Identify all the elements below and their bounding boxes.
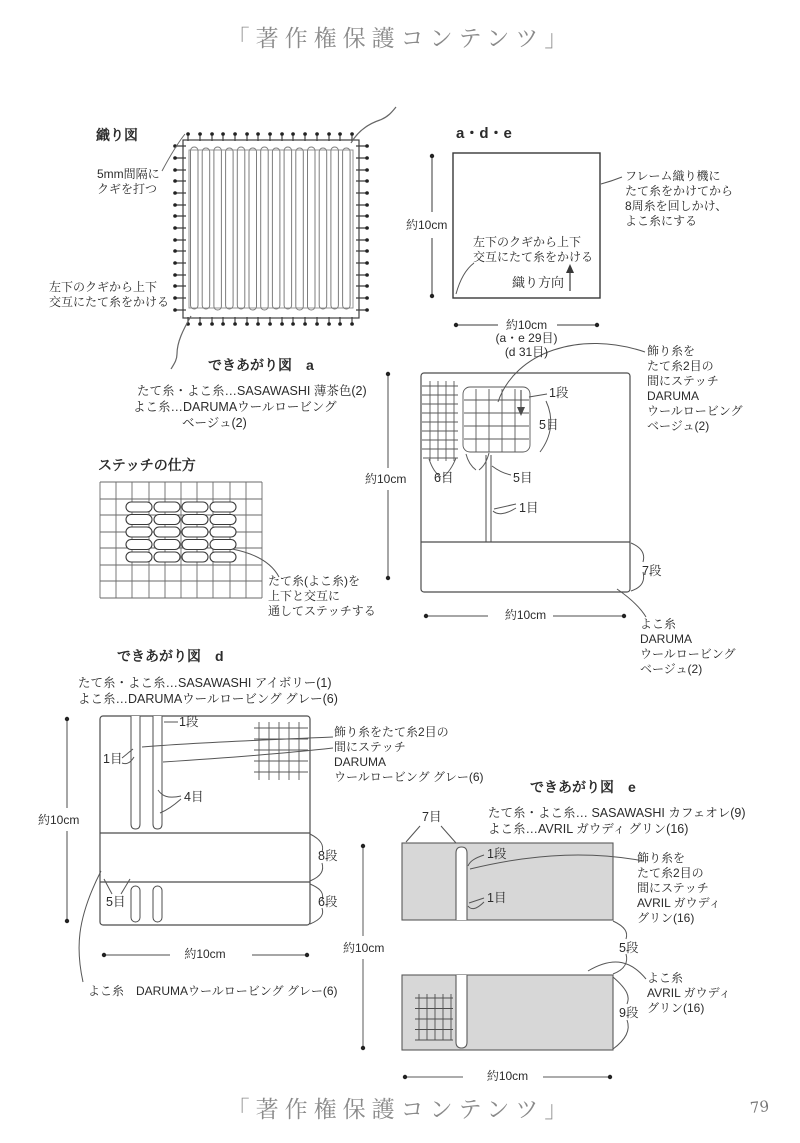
- stitch-note-line2: 上下と交互に: [268, 589, 341, 603]
- fig-e-deco-note: [637, 852, 721, 927]
- nail-note-line1: 5mm間隔に: [97, 167, 160, 181]
- fig-a-weft-line1: よこ糸: [640, 617, 677, 631]
- warp-note: [49, 281, 169, 311]
- fig-e-label-row1: 1段: [487, 847, 507, 861]
- ade-title: a・d・e: [456, 125, 512, 142]
- fig-e-width-label: 約10cm: [486, 1069, 529, 1083]
- fig-e-label-st1: 1目: [487, 891, 507, 905]
- fig-e-diagram: [361, 826, 646, 1079]
- ade-weft-line2: たて糸をかけてから: [625, 184, 734, 198]
- ade-height-label: 約10cm: [406, 218, 448, 232]
- fig-d-label-row8: 8段: [318, 849, 338, 863]
- fig-d-deco-line1: 飾り糸をたて糸2目の: [334, 725, 449, 739]
- fig-e-label-row9: 9段: [619, 1006, 639, 1020]
- warp-note-line1: 左下のクギから上下: [49, 280, 158, 294]
- fig-a-label-row7: 7段: [642, 564, 662, 578]
- stitch-note-line3: 通してステッチする: [268, 604, 376, 618]
- fig-d-weft-note: よこ糸 DARUMAウールロービング グレー(6): [88, 984, 338, 998]
- fig-d-label-row1: 1段: [179, 715, 199, 729]
- fig-a-weft-line2: DARUMA: [640, 632, 693, 646]
- fig-d-label-st1: 1目: [103, 752, 123, 766]
- ade-width-label: 約10cm: [505, 318, 548, 332]
- fig-e-deco-line1: 飾り糸を: [637, 851, 686, 865]
- ade-weft-line4: よこ糸にする: [625, 214, 698, 228]
- fig-a-material2: よこ糸…DARUMAウールロービング: [133, 400, 337, 414]
- weaving-frame-diagram: [162, 107, 396, 369]
- fig-a-label-st5b: 5目: [513, 471, 533, 485]
- fig-a-deco-line4: DARUMA: [647, 389, 700, 403]
- fig-e-material1: たて糸・よこ糸… SASAWASHI カフェオレ(9): [488, 806, 746, 820]
- fig-e-deco-line5: グリン(16): [637, 911, 695, 925]
- top-copyright-banner: 「著作権保護コンテンツ」: [226, 26, 574, 51]
- fig-e-material2: よこ糸…AVRIL ガウディ グリン(16): [488, 822, 689, 836]
- fig-d-deco-line4: ウールロービング グレー(6): [334, 770, 484, 784]
- fig-d-width-label: 約10cm: [184, 947, 226, 961]
- ade-width-sub2: (d 31目): [504, 345, 549, 359]
- fig-a-deco-line5: ウールロービング: [647, 404, 743, 418]
- fig-a-width-label: 約10cm: [504, 608, 547, 622]
- page-number: 79: [749, 1097, 770, 1117]
- fig-a-label-row1: 1段: [549, 386, 569, 400]
- ade-width-sub1: (a・e 29目): [495, 331, 558, 345]
- stitch-diagram: [100, 482, 279, 598]
- fig-a-title: できあがり図 a: [208, 357, 314, 373]
- nail-note-line2: クギを打つ: [97, 182, 158, 196]
- fig-d-label-st4: 4目: [184, 790, 204, 804]
- ade-inside-line2: 交互にたて糸をかける: [473, 250, 594, 264]
- fig-e-height-label: 約10cm: [343, 941, 385, 955]
- fig-a-label-st1: 1目: [519, 501, 539, 515]
- fig-a-height-label: 約10cm: [365, 472, 407, 486]
- fig-d-deco-line3: DARUMA: [334, 755, 387, 769]
- fig-d-label-row6: 6段: [318, 895, 338, 909]
- warp-note-line2: 交互にたて糸をかける: [49, 295, 170, 309]
- fig-e-deco-line2: たて糸2目の: [637, 866, 704, 880]
- stitch-title: ステッチの仕方: [98, 457, 196, 473]
- ade-direction-label: 織り方向: [512, 275, 565, 290]
- fig-a-deco-line3: 間にステッチ: [647, 374, 719, 388]
- fig-d-label-st5: 5目: [106, 895, 126, 909]
- nail-note: [97, 168, 160, 198]
- fig-a-material1: たて糸・よこ糸…SASAWASHI 薄茶色(2): [137, 384, 367, 398]
- weaving-title: 織り図: [96, 127, 138, 143]
- fig-a-label-st6: 6目: [434, 471, 454, 485]
- fig-a-deco-line1: 飾り糸を: [647, 344, 696, 358]
- fig-d-height-label: 約10cm: [38, 813, 80, 827]
- fig-d-deco-line2: 間にステッチ: [334, 740, 406, 754]
- ade-inside-line1: 左下のクギから上下: [473, 235, 582, 249]
- fig-a-material3: ベージュ(2): [182, 416, 247, 430]
- fig-d-deco-note: [334, 726, 484, 786]
- fig-a-deco-note: [647, 345, 743, 435]
- ade-inside-note: [473, 236, 593, 266]
- fig-e-label-row5: 5段: [619, 941, 639, 955]
- fig-a-label-st5a: 5目: [539, 418, 559, 432]
- fig-d-title: できあがり図 d: [117, 648, 224, 664]
- fig-e-deco-line3: 間にステッチ: [637, 881, 709, 895]
- fig-e-weft-line2: AVRIL ガウディ: [647, 986, 731, 1000]
- stitch-note-line1: たて糸(よこ糸)を: [268, 574, 360, 588]
- fig-e-deco-line4: AVRIL ガウディ: [637, 896, 721, 910]
- bottom-copyright-banner: 「著作権保護コンテンツ」: [226, 1097, 574, 1122]
- ade-weft-note: [625, 170, 733, 230]
- fig-e-title: できあがり図 e: [530, 779, 636, 795]
- fig-d-material2: よこ糸…DARUMAウールロービング グレー(6): [78, 692, 338, 706]
- fig-a-deco-line2: たて糸2目の: [647, 359, 714, 373]
- fig-d-material1: たて糸・よこ糸…SASAWASHI アイボリー(1): [78, 676, 332, 690]
- fig-a-deco-line6: ベージュ(2): [647, 419, 710, 433]
- fig-a-weft-line3: ウールロービング: [640, 647, 736, 661]
- stitch-note: [268, 575, 376, 620]
- fig-e-weft-line3: グリン(16): [647, 1001, 705, 1015]
- fig-e-label-st7: 7目: [422, 810, 442, 824]
- ade-weft-line1: フレーム織り機に: [625, 169, 721, 183]
- ade-weft-line3: 8周糸を回しかけ、: [625, 199, 728, 213]
- fig-e-weft-note: [647, 972, 731, 1017]
- fig-e-weft-line1: よこ糸: [647, 971, 684, 985]
- fig-a-weft-note: [640, 618, 736, 678]
- fig-a-weft-line4: ベージュ(2): [640, 662, 703, 676]
